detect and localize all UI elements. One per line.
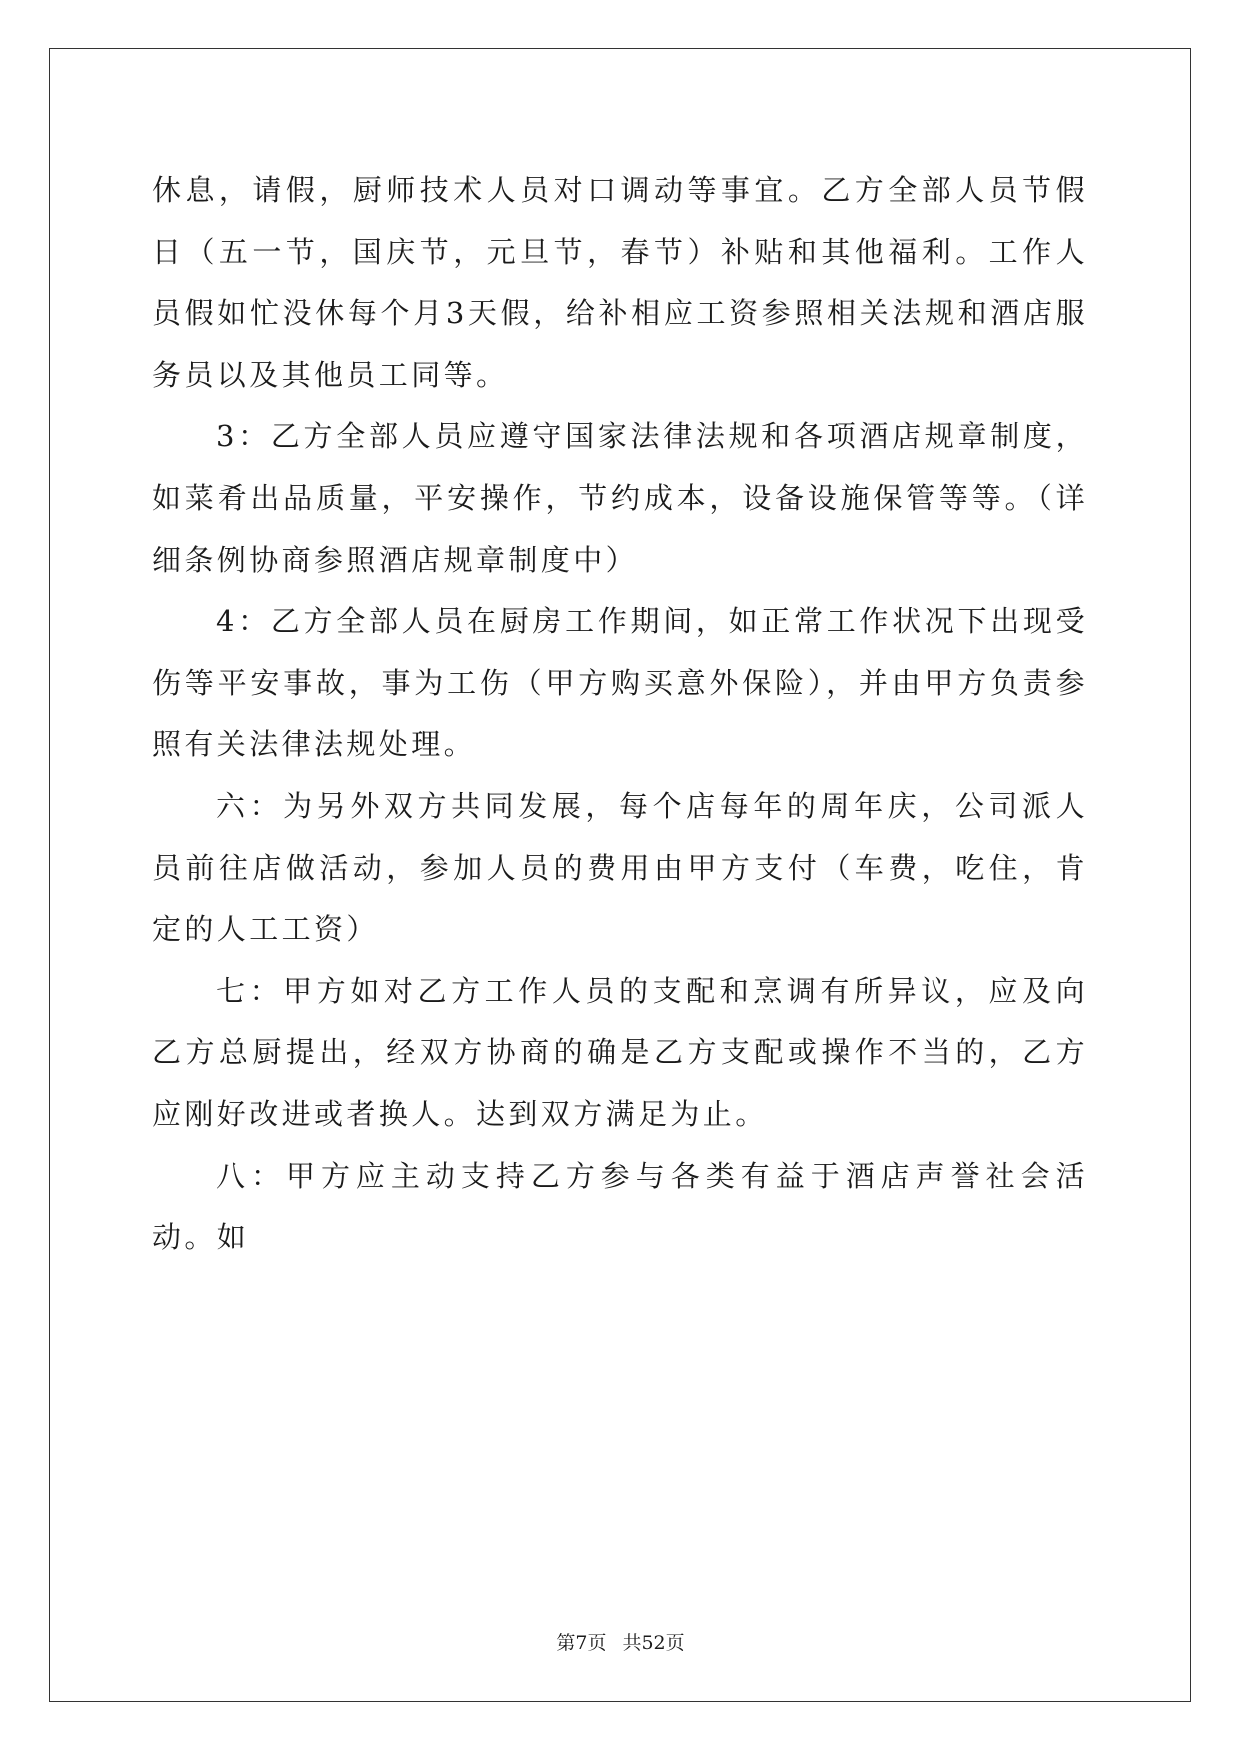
page-footer (0, 1628, 1241, 1655)
paragraph: 休息，请假，厨师技术人员对口调动等事宜。乙方全部人员节假日（五一节，国庆节，元旦节，春节）补贴和其他福利。工作人员假如忙没休每个月3天假，给补相应工资参照相关法规和酒店服务员以及其他员工同等。 (152, 173, 1088, 392)
paragraph: 3：乙方全部人员应遵守国家法律法规和各项酒店规章制度，如菜肴出品质量，平安操作，节约成本，设备设施保管等等。（详细条例协商参照酒店规章制度中） (152, 419, 1088, 577)
total-pages-label: 共52页 (622, 1632, 685, 1654)
document-body (152, 160, 1088, 1269)
current-page-label: 第7页 (556, 1632, 607, 1654)
paragraph: 七：甲方如对乙方工作人员的支配和烹调有所异议，应及向乙方总厨提出，经双方协商的确是乙方支配或操作不当的，乙方应刚好改进或者换人。达到双方满足为止。 (152, 973, 1088, 1131)
paragraph: 4：乙方全部人员在厨房工作期间，如正常工作状况下出现受伤等平安事故，事为工伤（甲方购买意外保险），并由甲方负责参照有关法律法规处理。 (152, 604, 1088, 762)
paragraph: 六：为另外双方共同发展，每个店每年的周年庆，公司派人员前往店做活动，参加人员的费用由甲方支付（车费，吃住，肯定的人工工资） (152, 788, 1088, 947)
paragraph: 八：甲方应主动支持乙方参与各类有益于酒店声誉社会活动。如 (152, 1158, 1088, 1255)
